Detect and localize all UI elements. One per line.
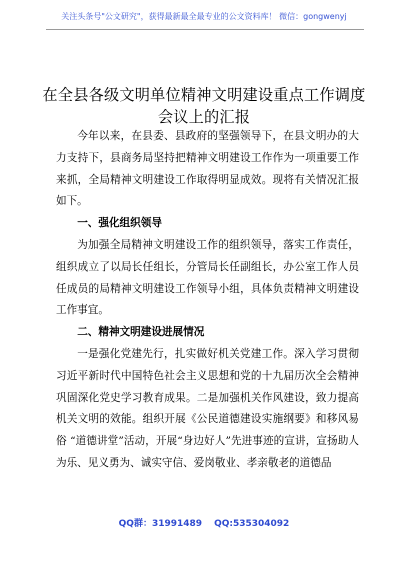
- document-title: 在全县各级文明单位精神文明建设重点工作调度会议上的汇报: [42, 86, 366, 126]
- footer-qq-number: QQ:535304092: [214, 519, 290, 529]
- section-heading-progress: 二、精神文明建设进展情况: [77, 326, 205, 339]
- document-body: [56, 126, 359, 475]
- footer-contact: [0, 518, 408, 530]
- section-heading-organization: 一、强化组织领导: [77, 217, 162, 230]
- header-divider: [46, 29, 364, 30]
- organization-paragraph: 为加强全局精神文明建设工作的组织领导，落实工作责任，组织成立了以局长任组长，分管局长任副组长，办公室工作人员任成员的局精神文明建设工作领导小组，具体负责精神文明建设工作事宜。: [56, 238, 359, 317]
- header-promo-note: 关注头条号"公文研究"，获得最新最全最专业的公文资料库！ 微信：gongwenyj: [61, 12, 347, 21]
- footer-qq-group: QQ群：31991489: [118, 519, 203, 529]
- intro-paragraph: 今年以来，在县委、县政府的坚强领导下，在县文明办的大力支持下，县商务局坚持把精神文明建设工作作为一项重要工作来抓，全局精神文明建设工作取得明显成效。现将有关情况汇报如下。: [56, 130, 359, 208]
- progress-paragraph: 一是强化党建先行，扎实做好机关党建工作。深入学习贯彻习近平新时代中国特色社会主义思想和党的十九届历次全会精神巩固深化党史学习教育成果。二是加强机关作风建设，致力提高机关文明的效能。组织开展《公民道德建设实施纲要》和移风易俗 “道德讲堂”活动，开展“身边好人”先进事迹的宣讲，宣扬助人为乐、见义勇为、诚实守信、爱岗敬业、孝亲敬老的道德品: [56, 347, 359, 469]
